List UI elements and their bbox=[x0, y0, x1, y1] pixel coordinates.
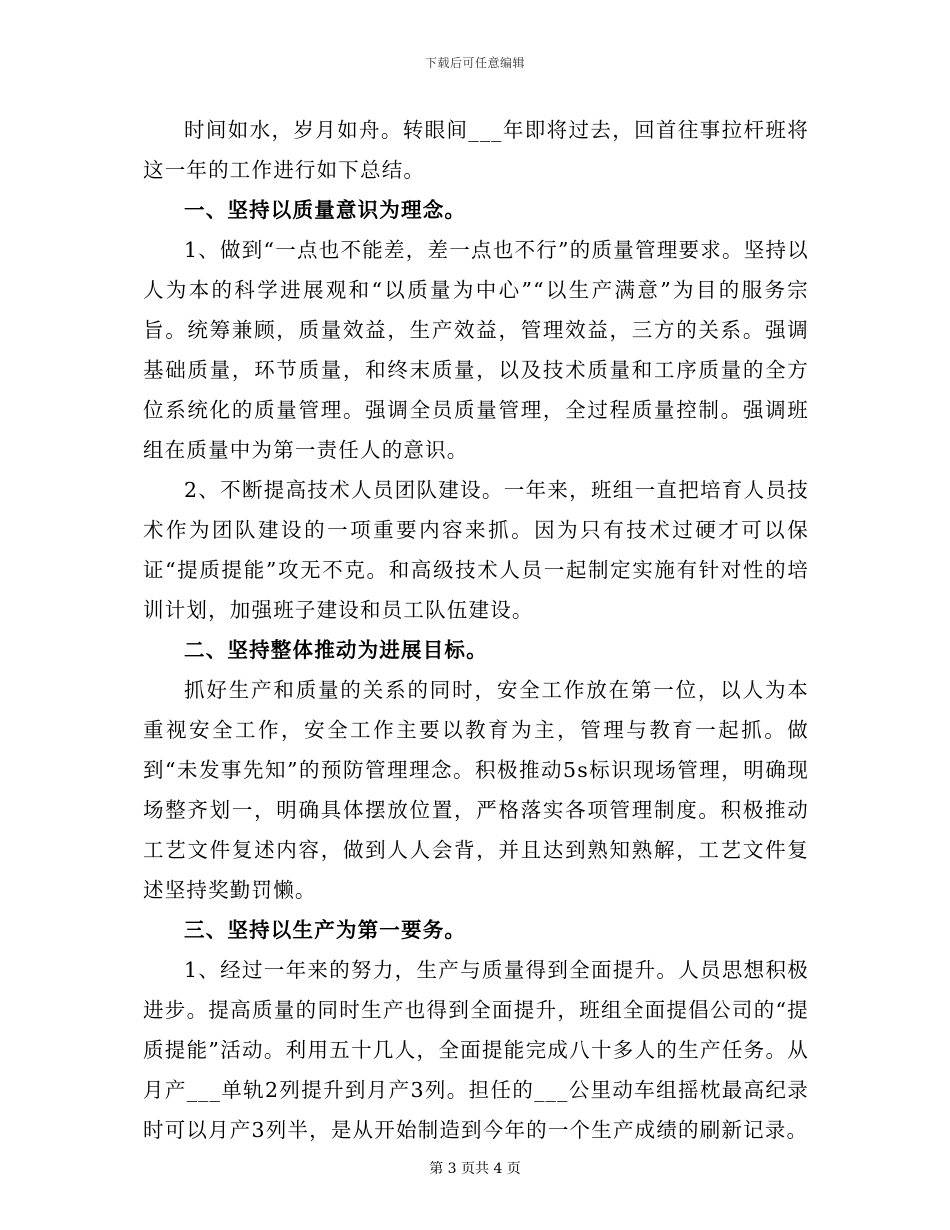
section-heading-1: 一、坚持以质量意识为理念。 bbox=[184, 198, 467, 222]
section-heading-3: 三、坚持以生产为第一要务。 bbox=[184, 918, 467, 942]
body-paragraph: 抓好生产和质量的关系的同时，安全工作放在第一位，以人为本重视安全工作，安全工作主要以教育为主，管理与教育一起抓。做到“未发事先知”的预防管理理念。积极推动5s标识现场管理，明确现场整齐划一，明确具体摆放位置，严格落实各项管理制度。积极推动工艺文件复述内容，做到人人会背，并且达到熟知熟解，工艺文件复述坚持奖勤罚懒。 bbox=[143, 678, 809, 902]
page-header-note: 下载后可任意编辑 bbox=[424, 56, 525, 70]
intro-paragraph: 时间如水，岁月如舟。转眼间___年即将过去，回首往事拉杆班将这一年的工作进行如下总结。 bbox=[143, 118, 809, 182]
document-body bbox=[143, 110, 809, 1150]
body-paragraph: 1、做到“一点也不能差，差一点也不行”的质量管理要求。坚持以人为本的科学进展观和“以质量为中心”“以生产满意”为目的服务宗旨。统筹兼顾，质量效益，生产效益，管理效益，三方的关系。强调基础质量，环节质量，和终末质量，以及技术质量和工序质量的全方位系统化的质量管理。强调全员质量管理，全过程质量控制。强调班组在质量中为第一责任人的意识。 bbox=[143, 238, 809, 462]
page-number: 第 3 页共 4 页 bbox=[429, 1161, 521, 1177]
body-paragraph: 2、不断提高技术人员团队建设。一年来，班组一直把培育人员技术作为团队建设的一项重要内容来抓。因为只有技术过硬才可以保证“提质提能”攻无不克。和高级技术人员一起制定实施有针对性的培训计划，加强班子建设和员工队伍建设。 bbox=[143, 478, 809, 622]
body-paragraph: 1、经过一年来的努力，生产与质量得到全面提升。人员思想积极进步。提高质量的同时生产也得到全面提升，班组全面提倡公司的“提质提能”活动。利用五十几人，全面提能完成八十多人的生产任务。从月产___单轨2列提升到月产3列。担任的___公里动车组摇枕最高纪录时可以月产3列半，是从开始制造到今年的一个生产成绩的刷新记录。 bbox=[143, 958, 809, 1142]
section-heading-2: 二、坚持整体推动为进展目标。 bbox=[184, 638, 488, 662]
